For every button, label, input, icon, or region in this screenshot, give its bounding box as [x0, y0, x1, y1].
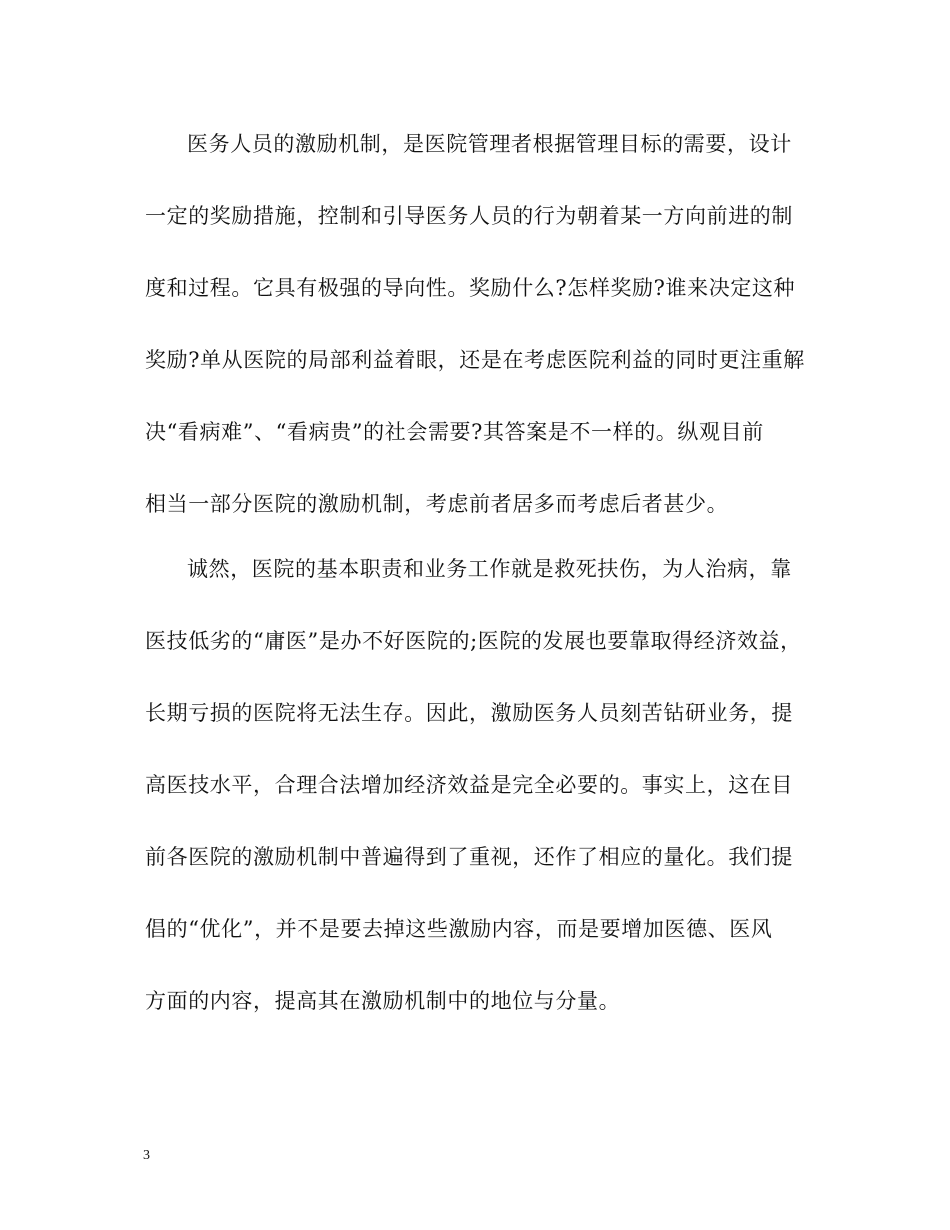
- paragraph-1-line-1: 医务人员的激励机制，是医院管理者根据管理目标的需要，设计: [187, 132, 792, 156]
- paragraph-2-line-4: 高医技水平，合理合法增加经济效益是完全必要的。事实上，这在目: [145, 773, 793, 797]
- paragraph-1-line-6: 相当一部分医院的激励机制，考虑前者居多而考虑后者甚少。: [145, 492, 729, 516]
- paragraph-2-line-6: 倡的“优化”，并不是要去掉这些激励内容，而是要增加医德、医风: [145, 917, 773, 941]
- paragraph-1-line-3: 度和过程。它具有极强的导向性。奖励什么?怎样奖励?谁来决定这种: [145, 276, 796, 300]
- page-number: 3: [143, 1148, 150, 1163]
- paragraph-1-line-4: 奖励?单从医院的局部利益着眼，还是在考虑医院利益的同时更注重解: [145, 348, 805, 372]
- paragraph-2-line-3: 长期亏损的医院将无法生存。因此，激励医务人员刻苦钻研业务，提: [145, 701, 793, 725]
- paragraph-2-line-5: 前各医院的激励机制中普遍得到了重视，还作了相应的量化。我们提: [145, 845, 793, 869]
- paragraph-1-line-5: 决“看病难”、“看病贵”的社会需要?其答案是不一样的。纵观目前: [145, 420, 764, 444]
- paragraph-2-line-7: 方面的内容，提高其在激励机制中的地位与分量。: [145, 989, 621, 1013]
- paragraph-1-line-2: 一定的奖励措施，控制和引导医务人员的行为朝着某一方向前进的制: [145, 204, 793, 228]
- paragraph-2-line-2: 医技低劣的“庸医”是办不好医院的;医院的发展也要靠取得经济效益，: [145, 629, 802, 653]
- paragraph-2-line-1: 诚然，医院的基本职责和业务工作就是救死扶伤，为人治病，靠: [187, 557, 792, 581]
